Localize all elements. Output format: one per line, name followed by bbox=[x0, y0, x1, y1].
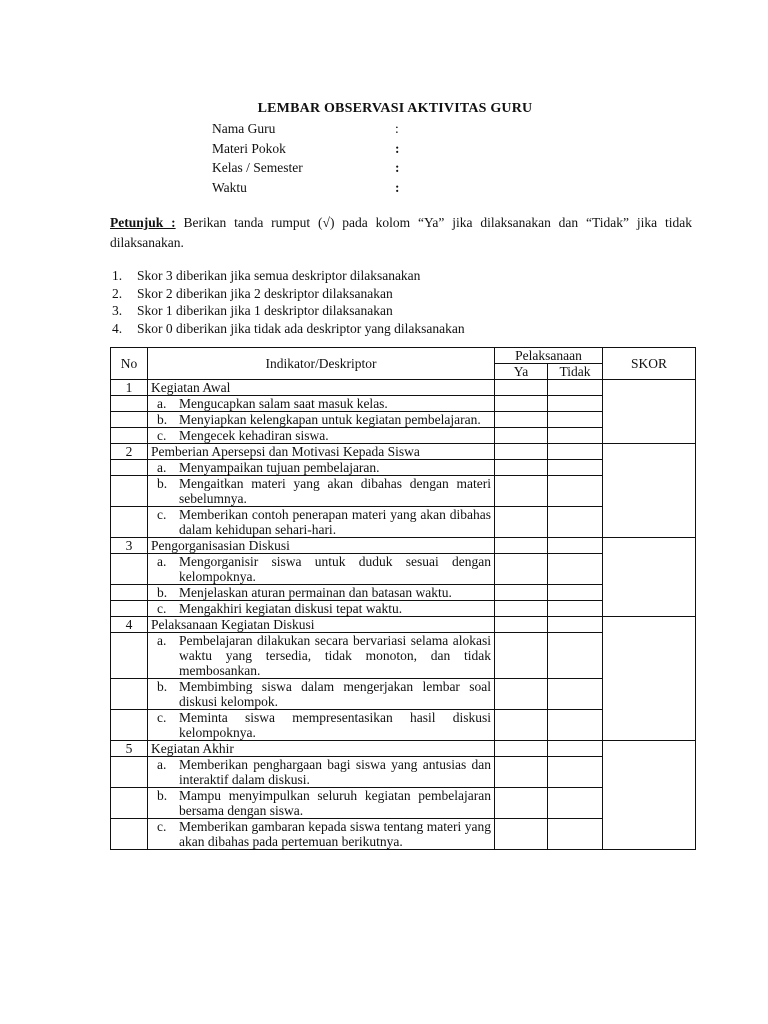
ya-cell[interactable] bbox=[495, 601, 548, 617]
no-cell bbox=[111, 554, 148, 585]
descriptor-text: Mengakhiri kegiatan diskusi tepat waktu. bbox=[179, 601, 403, 616]
ya-cell[interactable] bbox=[495, 585, 548, 601]
section-row bbox=[111, 741, 696, 757]
section-title: Pemberian Apersepsi dan Motivasi Kepada Siswa bbox=[148, 444, 495, 460]
tidak-cell[interactable] bbox=[548, 476, 603, 507]
section-number: 4 bbox=[111, 617, 148, 633]
tidak-cell[interactable] bbox=[548, 741, 603, 757]
meta-label: Kelas / Semester bbox=[212, 160, 303, 175]
descriptor-letter: b. bbox=[157, 412, 168, 427]
tidak-cell[interactable] bbox=[548, 507, 603, 538]
section-title: Pengorganisasian Diskusi bbox=[148, 538, 495, 554]
descriptor-text: Meminta siswa mempresentasikan hasil diskusi kelompoknya. bbox=[179, 710, 491, 740]
descriptor-letter: a. bbox=[157, 633, 167, 648]
no-cell bbox=[111, 819, 148, 850]
tidak-cell[interactable] bbox=[548, 633, 603, 679]
descriptor-text: Mengucapkan salam saat masuk kelas. bbox=[179, 396, 388, 411]
ya-cell[interactable] bbox=[495, 757, 548, 788]
no-cell bbox=[111, 601, 148, 617]
ya-cell[interactable] bbox=[495, 476, 548, 507]
rule-item bbox=[112, 267, 465, 285]
ya-cell[interactable] bbox=[495, 538, 548, 554]
no-cell bbox=[111, 460, 148, 476]
section-row bbox=[111, 617, 696, 633]
descriptor-letter: c. bbox=[157, 428, 167, 443]
descriptor-text: Menjelaskan aturan permainan dan batasan waktu. bbox=[179, 585, 452, 600]
descriptor-text: Memberikan gambaran kepada siswa tentang materi yang akan dibahas pada pertemuan berikutnya. bbox=[179, 819, 491, 849]
descriptor-letter: c. bbox=[157, 507, 167, 522]
descriptor-text: Mampu menyimpulkan seluruh kegiatan pembelajaran bersama dengan siswa. bbox=[179, 788, 491, 818]
descriptor-letter: b. bbox=[157, 585, 168, 600]
descriptor-letter: c. bbox=[157, 819, 167, 834]
descriptor-text: Memberikan contoh penerapan materi yang akan dibahas dalam kehidupan sehari-hari. bbox=[179, 507, 491, 537]
rule-item bbox=[112, 285, 465, 303]
descriptor-letter: c. bbox=[157, 601, 167, 616]
descriptor bbox=[148, 819, 495, 850]
skor-cell[interactable] bbox=[603, 741, 696, 850]
descriptor-text: Mengorganisir siswa untuk duduk sesuai dengan kelompoknya. bbox=[179, 554, 491, 584]
rule-item bbox=[112, 320, 465, 338]
ya-cell[interactable] bbox=[495, 741, 548, 757]
section-title: Kegiatan Awal bbox=[148, 380, 495, 396]
ya-cell[interactable] bbox=[495, 507, 548, 538]
tidak-cell[interactable] bbox=[548, 444, 603, 460]
descriptor-letter: a. bbox=[157, 396, 167, 411]
section-number: 5 bbox=[111, 741, 148, 757]
tidak-cell[interactable] bbox=[548, 380, 603, 396]
meta-label: Waktu bbox=[212, 179, 247, 195]
no-cell bbox=[111, 710, 148, 741]
meta-colon: : bbox=[395, 140, 400, 156]
tidak-cell[interactable] bbox=[548, 601, 603, 617]
descriptor-text: Memberikan penghargaan bagi siswa yang antusias dan interaktif dalam diskusi. bbox=[179, 757, 491, 787]
ya-cell[interactable] bbox=[495, 617, 548, 633]
descriptor-text: Menyiapkan kelengkapan untuk kegiatan pembelajaran. bbox=[179, 412, 481, 427]
tidak-cell[interactable] bbox=[548, 617, 603, 633]
descriptor bbox=[148, 412, 495, 428]
descriptor-letter: b. bbox=[157, 788, 168, 803]
descriptor bbox=[148, 633, 495, 679]
header-pelaksanaan: Pelaksanaan bbox=[495, 348, 603, 364]
no-cell bbox=[111, 788, 148, 819]
section-row bbox=[111, 444, 696, 460]
meta-label: Nama Guru bbox=[212, 121, 276, 136]
section-row bbox=[111, 380, 696, 396]
ya-cell[interactable] bbox=[495, 633, 548, 679]
tidak-cell[interactable] bbox=[548, 585, 603, 601]
ya-cell[interactable] bbox=[495, 460, 548, 476]
descriptor bbox=[148, 396, 495, 412]
descriptor bbox=[148, 554, 495, 585]
section-number: 1 bbox=[111, 380, 148, 396]
no-cell bbox=[111, 396, 148, 412]
section-number: 2 bbox=[111, 444, 148, 460]
section-title: Kegiatan Akhir bbox=[148, 741, 495, 757]
ya-cell[interactable] bbox=[495, 679, 548, 710]
descriptor-text: Membimbing siswa dalam mengerjakan lembar soal diskusi kelompok. bbox=[179, 679, 491, 709]
rule-number: 1. bbox=[112, 268, 123, 283]
rule-number: 4. bbox=[112, 320, 123, 336]
header-ya: Ya bbox=[495, 364, 548, 380]
no-cell bbox=[111, 412, 148, 428]
meta-colon: : bbox=[395, 121, 399, 136]
descriptor-letter: a. bbox=[157, 460, 167, 475]
meta-label: Materi Pokok bbox=[212, 140, 286, 156]
tidak-cell[interactable] bbox=[548, 710, 603, 741]
page-title: LEMBAR OBSERVASI AKTIVITAS GURU bbox=[257, 101, 533, 116]
descriptor bbox=[148, 679, 495, 710]
descriptor bbox=[148, 507, 495, 538]
descriptor bbox=[148, 710, 495, 741]
ya-cell[interactable] bbox=[495, 788, 548, 819]
ya-cell[interactable] bbox=[495, 412, 548, 428]
descriptor-text: Mengaitkan materi yang akan dibahas dengan materi sebelumnya. bbox=[179, 476, 491, 506]
meta-colon: : bbox=[395, 179, 400, 195]
section-title: Pelaksanaan Kegiatan Diskusi bbox=[148, 617, 495, 633]
ya-cell[interactable] bbox=[495, 428, 548, 444]
descriptor-letter: a. bbox=[157, 554, 167, 569]
tidak-cell[interactable] bbox=[548, 460, 603, 476]
header-tidak: Tidak bbox=[548, 364, 603, 380]
tidak-cell[interactable] bbox=[548, 679, 603, 710]
tidak-cell[interactable] bbox=[548, 819, 603, 850]
ya-cell[interactable] bbox=[495, 380, 548, 396]
header-no: No bbox=[111, 348, 148, 380]
tidak-cell[interactable] bbox=[548, 428, 603, 444]
tidak-cell[interactable] bbox=[548, 538, 603, 554]
descriptor-text: Menyampaikan tujuan pembelajaran. bbox=[179, 460, 380, 475]
observation-table bbox=[110, 347, 696, 850]
tidak-cell[interactable] bbox=[548, 554, 603, 585]
tidak-cell[interactable] bbox=[548, 396, 603, 412]
skor-cell[interactable] bbox=[603, 617, 696, 741]
skor-cell[interactable] bbox=[603, 444, 696, 538]
section-number: 3 bbox=[111, 538, 148, 554]
instructions-text: Berikan tanda rumput (√) pada kolom “Ya” jika dilaksanakan dan “Tidak” jika tidak dilaksanakan. bbox=[110, 215, 692, 250]
no-cell bbox=[111, 757, 148, 788]
rule-text: Skor 2 diberikan jika 2 deskriptor dilaksanakan bbox=[137, 285, 393, 301]
descriptor bbox=[148, 601, 495, 617]
header-skor: SKOR bbox=[603, 348, 696, 380]
descriptor-text: Mengecek kehadiran siswa. bbox=[179, 428, 329, 443]
descriptor-letter: b. bbox=[157, 476, 168, 491]
no-cell bbox=[111, 633, 148, 679]
descriptor bbox=[148, 788, 495, 819]
ya-cell[interactable] bbox=[495, 396, 548, 412]
descriptor-letter: c. bbox=[157, 710, 167, 725]
no-cell bbox=[111, 428, 148, 444]
descriptor bbox=[148, 460, 495, 476]
rule-number: 3. bbox=[112, 303, 123, 318]
no-cell bbox=[111, 585, 148, 601]
rule-text: Skor 1 diberikan jika 1 deskriptor dilaksanakan bbox=[137, 303, 393, 318]
no-cell bbox=[111, 679, 148, 710]
rule-text: Skor 0 diberikan jika tidak ada deskriptor yang dilaksanakan bbox=[137, 320, 465, 336]
ya-cell[interactable] bbox=[495, 554, 548, 585]
header-indicator: Indikator/Deskriptor bbox=[148, 348, 495, 380]
tidak-cell[interactable] bbox=[548, 412, 603, 428]
ya-cell[interactable] bbox=[495, 444, 548, 460]
descriptor bbox=[148, 757, 495, 788]
skor-cell[interactable] bbox=[603, 538, 696, 617]
descriptor bbox=[148, 585, 495, 601]
section-row bbox=[111, 538, 696, 554]
no-cell bbox=[111, 507, 148, 538]
tidak-cell[interactable] bbox=[548, 788, 603, 819]
scoring-rules bbox=[112, 267, 465, 337]
ya-cell[interactable] bbox=[495, 710, 548, 741]
ya-cell[interactable] bbox=[495, 819, 548, 850]
instructions-lead: Petunjuk : bbox=[110, 215, 176, 230]
no-cell bbox=[111, 476, 148, 507]
descriptor bbox=[148, 476, 495, 507]
descriptor-letter: b. bbox=[157, 679, 168, 694]
rule-text: Skor 3 diberikan jika semua deskriptor dilaksanakan bbox=[137, 268, 421, 283]
tidak-cell[interactable] bbox=[548, 757, 603, 788]
instructions bbox=[110, 213, 692, 253]
descriptor-text: Pembelajaran dilakukan secara bervariasi selama alokasi waktu yang tersedia, tidak monoton, dan tidak membosankan. bbox=[179, 633, 491, 678]
rule-number: 2. bbox=[112, 285, 123, 301]
descriptor bbox=[148, 428, 495, 444]
skor-cell[interactable] bbox=[603, 380, 696, 444]
rule-item bbox=[112, 302, 465, 320]
meta-colon: : bbox=[395, 160, 400, 175]
descriptor-letter: a. bbox=[157, 757, 167, 772]
